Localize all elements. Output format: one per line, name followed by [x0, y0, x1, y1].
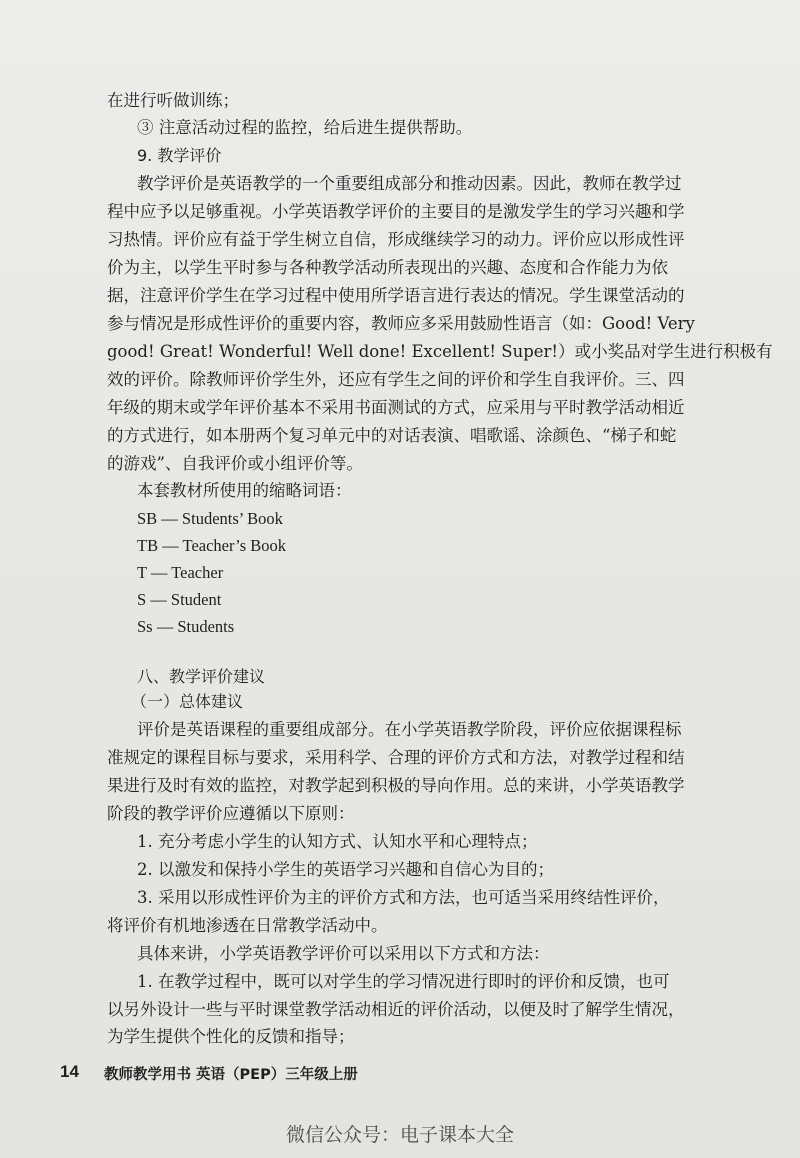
abbreviation-line: S — Student	[137, 590, 222, 609]
body-line: 在进行听做训练；	[107, 91, 239, 110]
body-line: 准规定的课程目标与要求，采用科学、合理的评价方式和方法，对教学过程和结	[107, 748, 685, 767]
body-line: 具体来讲，小学英语教学评价可以采用以下方式和方法：	[137, 944, 550, 963]
page-number: 14	[60, 1062, 79, 1081]
body-line: 效的评价。除教师评价学生外，还应有学生之间的评价和学生自我评价。三、四	[107, 370, 685, 389]
abbreviation-line: TB — Teacher’s Book	[137, 536, 286, 555]
body-line: 价为主，以学生平时参与各种教学活动所表现出的兴趣、态度和合作能力为依	[107, 258, 668, 277]
body-line: 习热情。评价应有益于学生树立自信，形成继续学习的动力。评价应以形成性评	[107, 230, 685, 249]
body-line: 的方式进行，如本册两个复习单元中的对话表演、唱歌谣、涂颜色、“梯子和蛇	[107, 426, 677, 445]
list-item: 1. 充分考虑小学生的认知方式、认知水平和心理特点；	[137, 832, 538, 851]
body-line: ③ 注意活动过程的监控，给后进生提供帮助。	[137, 118, 473, 137]
body-line: 阶段的教学评价应遵循以下原则：	[107, 804, 355, 823]
body-line: 以另外设计一些与平时课堂教学活动相近的评价活动，以便及时了解学生情况，	[107, 1000, 685, 1019]
body-line: 为学生提供个性化的反馈和指导；	[107, 1027, 355, 1046]
body-line: good! Great! Wonderful! Well done! Excellent! Super!）或小奖品对学生进行积极有	[107, 342, 773, 361]
watermark-text: 微信公众号：电子课本大全	[285, 1124, 514, 1146]
body-line: 果进行及时有效的监控，对教学起到积极的导向作用。总的来讲，小学英语教学	[107, 776, 685, 795]
subsection-heading: （一）总体建议	[131, 692, 244, 711]
body-line: 本套教材所使用的缩略词语：	[137, 481, 352, 500]
running-footer-title: 教师教学用书 英语（PEP）三年级上册	[104, 1067, 358, 1083]
body-line: 评价是英语课程的重要组成部分。在小学英语教学阶段，评价应依据课程标	[137, 720, 682, 739]
body-line: 据，注意评价学生在学习过程中使用所学语言进行表达的情况。学生课堂活动的	[107, 286, 685, 305]
chapter-heading: 八、教学评价建议	[137, 667, 266, 686]
body-line: 将评价有机地渗透在日常教学活动中。	[107, 916, 388, 935]
body-line: 参与情况是形成性评价的重要内容，教师应多采用鼓励性语言（如：Good! Very	[107, 314, 695, 333]
body-line: 的游戏”、自我评价或小组评价等。	[107, 454, 363, 473]
abbreviation-line: Ss — Students	[137, 617, 235, 636]
abbreviation-line: T — Teacher	[137, 563, 224, 582]
body-line: 程中应予以足够重视。小学英语教学评价的主要目的是激发学生的学习兴趣和学	[107, 202, 685, 221]
section-heading: 9. 教学评价	[137, 146, 222, 165]
list-item: 3. 采用以形成性评价为主的评价方式和方法，也可适当采用终结性评价，	[137, 888, 670, 907]
body-line: 教学评价是英语教学的一个重要组成部分和推动因素。因此，教师在教学过	[137, 174, 682, 193]
list-item: 1. 在教学过程中，既可以对学生的学习情况进行即时的评价和反馈，也可	[137, 972, 670, 991]
abbreviation-line: SB — Students’ Book	[137, 509, 283, 528]
list-item: 2. 以激发和保持小学生的英语学习兴趣和自信心为目的；	[137, 860, 554, 879]
body-line: 年级的期末或学年评价基本不采用书面测试的方式，应采用与平时教学活动相近	[107, 398, 685, 417]
